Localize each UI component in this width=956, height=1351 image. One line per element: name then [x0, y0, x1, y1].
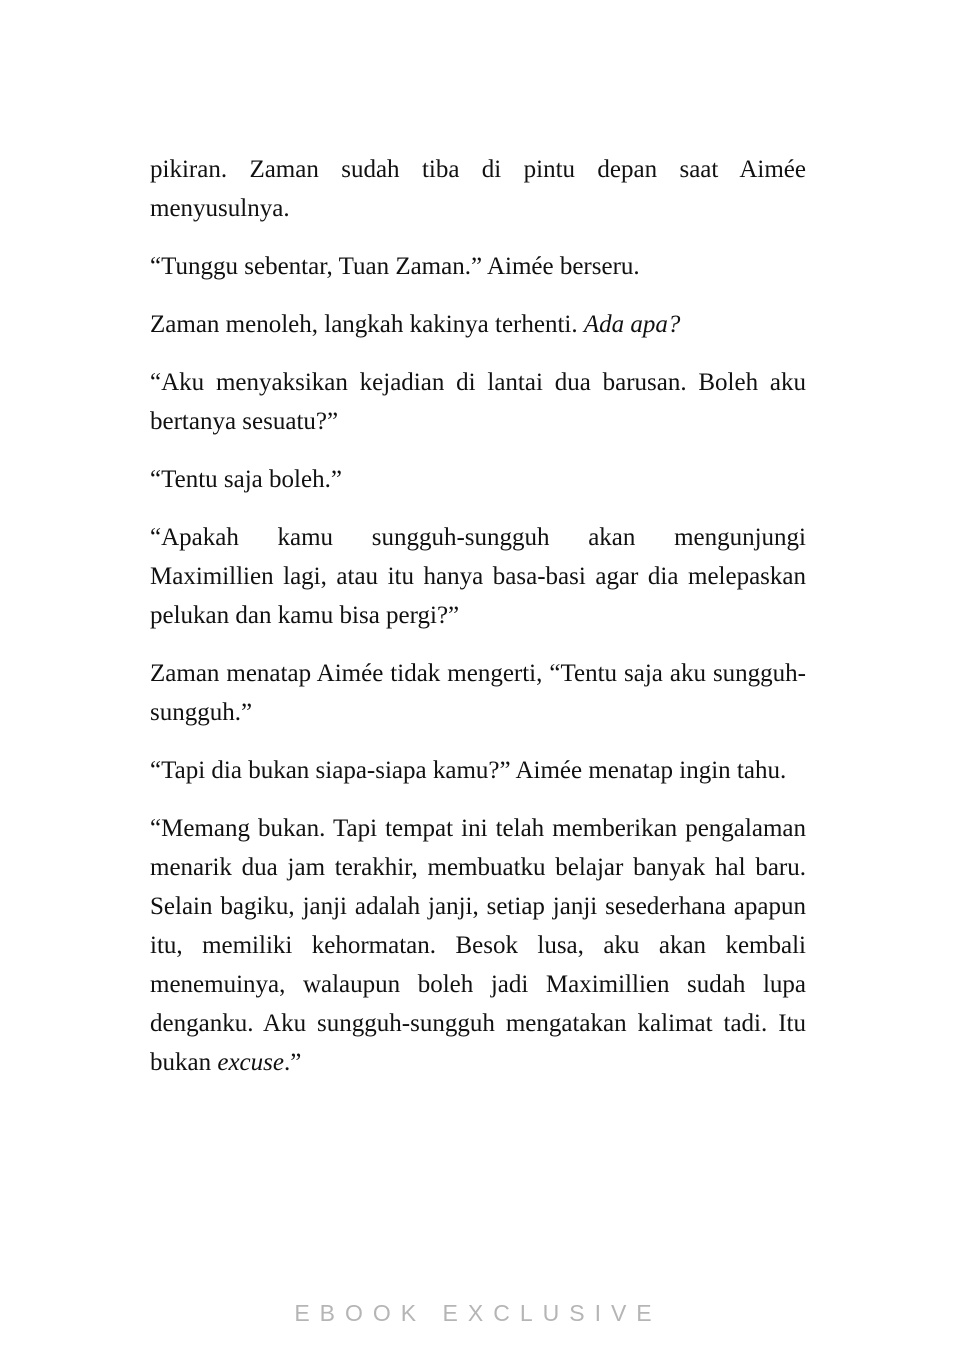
paragraph-4	[150, 363, 806, 441]
paragraph-9	[150, 809, 806, 1082]
paragraph-5	[150, 460, 806, 499]
italic-thought: Ada apa?	[583, 311, 681, 338]
paragraph-text: Zaman menatap Aimée tidak mengerti, “Tentu saja aku sungguh-sungguh.”	[150, 660, 806, 726]
page-body	[150, 150, 806, 1101]
footer-watermark: EBOOK EXCLUSIVE	[294, 1300, 662, 1326]
paragraph-3	[150, 305, 806, 344]
paragraph-text: “Tunggu sebentar, Tuan Zaman.” Aimée berseru.	[150, 253, 640, 280]
paragraph-6	[150, 518, 806, 635]
paragraph-text: “Aku menyaksikan kejadian di lantai dua barusan. Boleh aku bertanya sesuatu?”	[150, 369, 806, 435]
paragraph-1	[150, 150, 806, 228]
paragraph-text: pikiran. Zaman sudah tiba di pintu depan saat Aimée menyusulnya.	[150, 156, 806, 222]
paragraph-text: “Memang bukan. Tapi tempat ini telah memberikan pengalaman menarik dua jam terakhir, membuatku belajar banyak hal baru. Selain bagiku, janji adalah janji, setiap janji sesederhana apapun itu, memiliki kehormatan. Besok lusa, aku akan kembali menemuinya, walaupun boleh jadi Maximillien sudah lupa denganku. Aku sungguh-sungguh mengatakan kalimat tadi. Itu bukan	[150, 815, 806, 1076]
paragraph-text: “Tapi dia bukan siapa-siapa kamu?” Aimée menatap ingin tahu.	[150, 757, 787, 784]
paragraph-text: “Apakah kamu sungguh-sungguh akan mengunjungi Maximillien lagi, atau itu hanya basa-basi agar dia melepaskan pelukan dan kamu bisa pergi?”	[150, 524, 806, 629]
paragraph-text: “Tentu saja boleh.”	[150, 466, 342, 493]
paragraph-7	[150, 654, 806, 732]
paragraph-tail: .”	[283, 1049, 302, 1076]
paragraph-8	[150, 751, 806, 790]
italic-word: excuse	[217, 1049, 284, 1076]
paragraph-2	[150, 247, 806, 286]
paragraph-text: Zaman menoleh, langkah kakinya terhenti.	[150, 311, 584, 338]
